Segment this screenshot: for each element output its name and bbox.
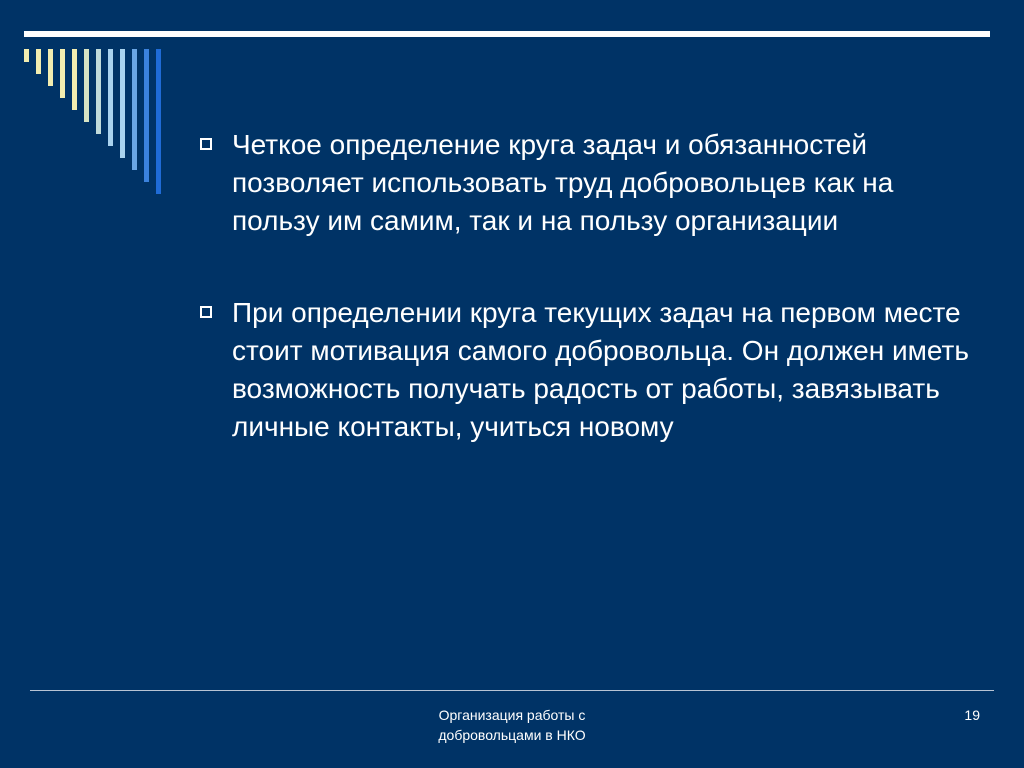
footer-divider bbox=[30, 690, 994, 691]
slide-number: 19 bbox=[964, 707, 980, 723]
stripe-5 bbox=[72, 49, 77, 110]
stripe-4 bbox=[60, 49, 65, 98]
stripe-1 bbox=[24, 49, 29, 62]
bullet-list bbox=[200, 126, 980, 446]
stripe-2 bbox=[36, 49, 41, 74]
stripe-9 bbox=[120, 49, 125, 158]
bullet-text: При определении круга текущих задач на первом месте стоит мотивация самого добровольца. Он должен иметь возможность получать радость от работы, завязывать личные контакты, учиться новому bbox=[232, 297, 969, 442]
bullet-item bbox=[200, 294, 980, 446]
stripe-7 bbox=[96, 49, 101, 134]
footer-text: Организация работы с добровольцами в НКО bbox=[438, 707, 586, 743]
stripe-12 bbox=[156, 49, 161, 194]
stripe-3 bbox=[48, 49, 53, 86]
square-bullet-icon bbox=[200, 306, 212, 318]
stripe-10 bbox=[132, 49, 137, 170]
bullet-item bbox=[200, 126, 980, 240]
stripe-6 bbox=[84, 49, 89, 122]
stripe-8 bbox=[108, 49, 113, 146]
bullet-text: Четкое определение круга задач и обязанностей позволяет использовать труд добровольцев как на пользу им самим, так и на пользу организации bbox=[232, 129, 894, 236]
stripe-11 bbox=[144, 49, 149, 182]
square-bullet-icon bbox=[200, 138, 212, 150]
